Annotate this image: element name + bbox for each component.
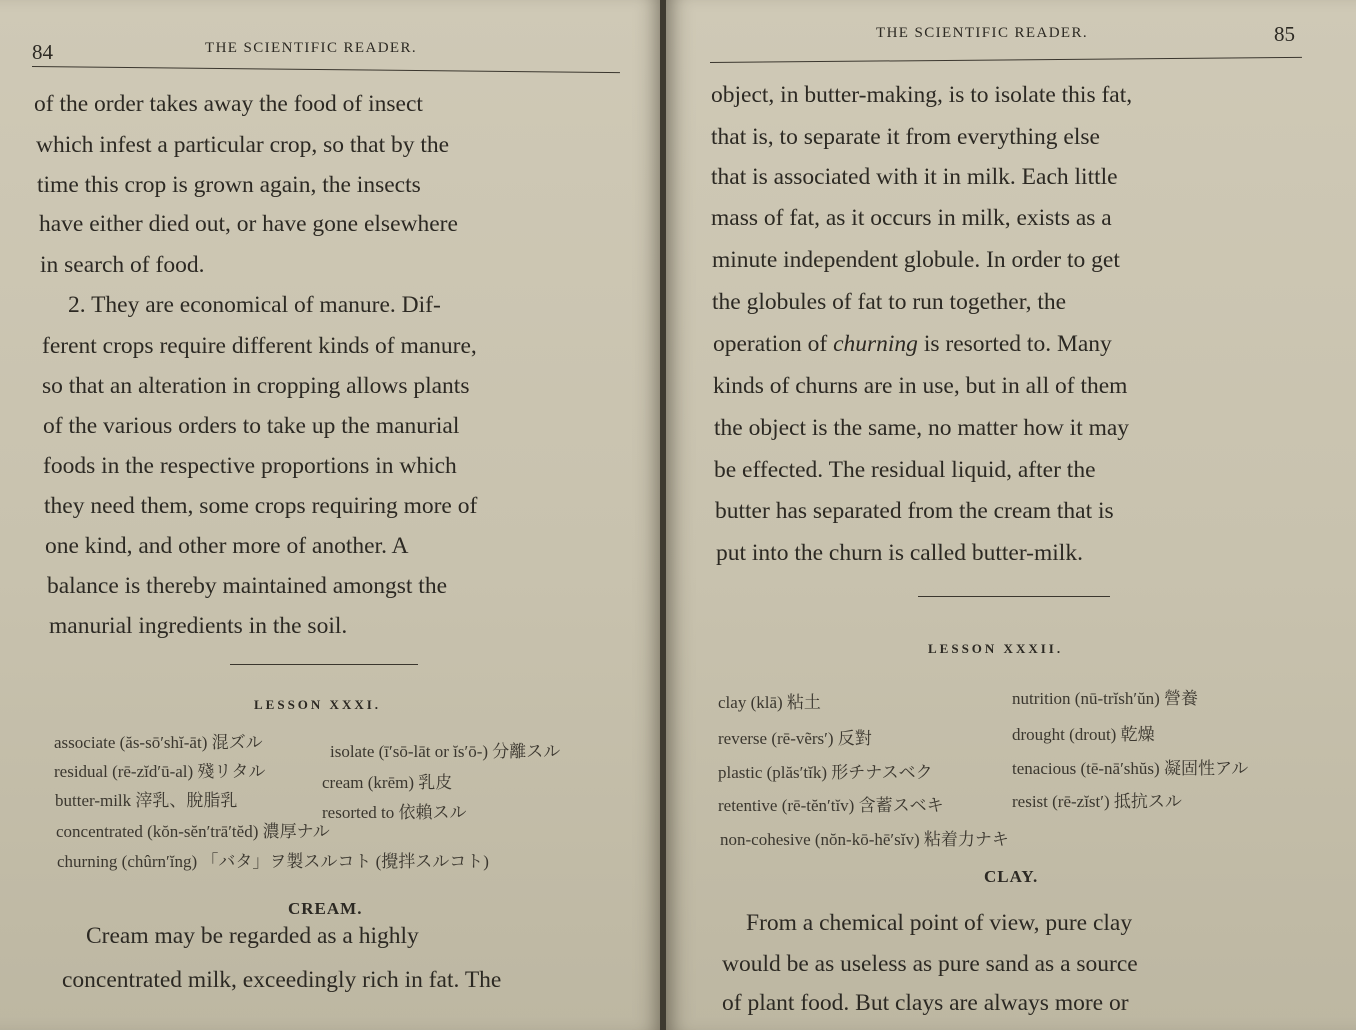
text-line: ferent crops require different kinds of manure, [42, 333, 477, 359]
vocab-item: plastic (plăs′tĭk) 形チナスベク [718, 763, 933, 782]
page-number: 84 [32, 40, 53, 64]
text-line: the globules of fat to run together, the [712, 289, 1067, 315]
text-line: minute independent globule. In order to get [712, 247, 1120, 273]
vocab-item: retentive (rē-tĕn′tĭv) 含蓄スベキ [718, 796, 944, 815]
text-line: they need them, some crops requiring more of [44, 493, 478, 519]
italic-term: churning [833, 331, 918, 357]
text-line: time this crop is grown again, the insects [37, 172, 421, 198]
vocab-item: butter-milk 滓乳、脫脂乳 [55, 791, 238, 810]
right-page [666, 0, 1356, 1030]
text-line: Cream may be regarded as a highly [86, 923, 419, 949]
text-line: butter has separated from the cream that is [715, 498, 1114, 524]
text-line: be effected. The residual liquid, after the [714, 457, 1096, 483]
lesson-title: LESSON XXXI. [254, 697, 382, 712]
page-number: 85 [1274, 22, 1295, 46]
vocab-item: non-cohesive (nŏn-kō-hē′sĭv) 粘着力ナキ [720, 830, 1009, 849]
vocab-item: resist (rē-zĭst′) 抵抗スル [1012, 792, 1182, 811]
text-line: balance is thereby maintained amongst the [47, 573, 448, 599]
text-line: manurial ingredients in the soil. [49, 613, 348, 639]
text-line: of the various orders to take up the manurial [43, 413, 460, 439]
text-line: in search of food. [40, 252, 205, 278]
text-line: that is associated with it in milk. Each little [711, 164, 1118, 190]
text-line: object, in butter-making, is to isolate this fat, [711, 82, 1133, 108]
vocab-item: reverse (rē-vẽrs′) 反對 [718, 729, 872, 748]
text-line: of the order takes away the food of insect [34, 91, 423, 117]
text-line: of plant food. But clays are always more or [722, 990, 1129, 1016]
text-line: foods in the respective proportions in which [43, 453, 457, 479]
text-after: is resorted to. Many [917, 331, 1112, 357]
section-title: CLAY. [984, 867, 1039, 886]
left-page [0, 0, 662, 1030]
text-line: concentrated milk, exceedingly rich in fat. The [62, 967, 502, 993]
text-line: so that an alteration in cropping allows plants [42, 373, 470, 399]
running-head: THE SCIENTIFIC READER. [205, 40, 418, 56]
header-rule [32, 66, 620, 73]
text-line: would be as useless as pure sand as a source [722, 951, 1138, 977]
header-rule [710, 57, 1302, 63]
running-head: THE SCIENTIFIC READER. [876, 25, 1089, 41]
section-title: CREAM. [288, 899, 363, 918]
vocab-item: tenacious (tē-nā′shŭs) 凝固性アル [1012, 759, 1249, 778]
vocab-item: residual (rē-zĭd′ū-al) 殘リタル [54, 762, 266, 781]
vocab-item: isolate (ī′sō-lāt or ĭs′ō-) 分離スル [330, 742, 561, 761]
section-divider [918, 596, 1110, 597]
text-line: the object is the same, no matter how it may [714, 415, 1130, 441]
vocab-item: concentrated (kŏn-sĕn′trā′tĕd) 濃厚ナル [56, 822, 330, 841]
text-line: mass of fat, as it occurs in milk, exists as a [711, 205, 1112, 231]
text-before: operation of [713, 331, 834, 357]
vocab-item: drought (drout) 乾燥 [1012, 725, 1155, 744]
vocab-item: churning (chûrn′ĭng) 「バタ」ヲ製スルコト (攪拌スルコト) [57, 852, 489, 871]
section-divider [230, 664, 418, 665]
text-line: which infest a particular crop, so that by the [36, 132, 450, 158]
lesson-title: LESSON XXXII. [928, 641, 1064, 656]
vocab-item: clay (klā) 粘土 [718, 693, 821, 712]
text-line: From a chemical point of view, pure clay [746, 910, 1133, 936]
text-line: have either died out, or have gone elsewhere [39, 211, 458, 237]
vocab-item: nutrition (nū-trĭsh′ŭn) 營養 [1012, 689, 1198, 708]
vocab-item: cream (krēm) 乳皮 [322, 773, 453, 792]
text-line: that is, to separate it from everything else [711, 124, 1100, 150]
text-line [713, 331, 1112, 358]
vocab-item: resorted to 依賴スル [322, 803, 467, 822]
text-line: 2. They are economical of manure. Dif- [68, 292, 441, 318]
text-line: one kind, and other more of another. A [45, 533, 409, 559]
text-line: put into the churn is called butter-milk. [716, 540, 1083, 566]
vocab-item: associate (ăs-sō′shĭ-āt) 混ズル [54, 733, 263, 752]
text-line: kinds of churns are in use, but in all of them [713, 373, 1128, 399]
